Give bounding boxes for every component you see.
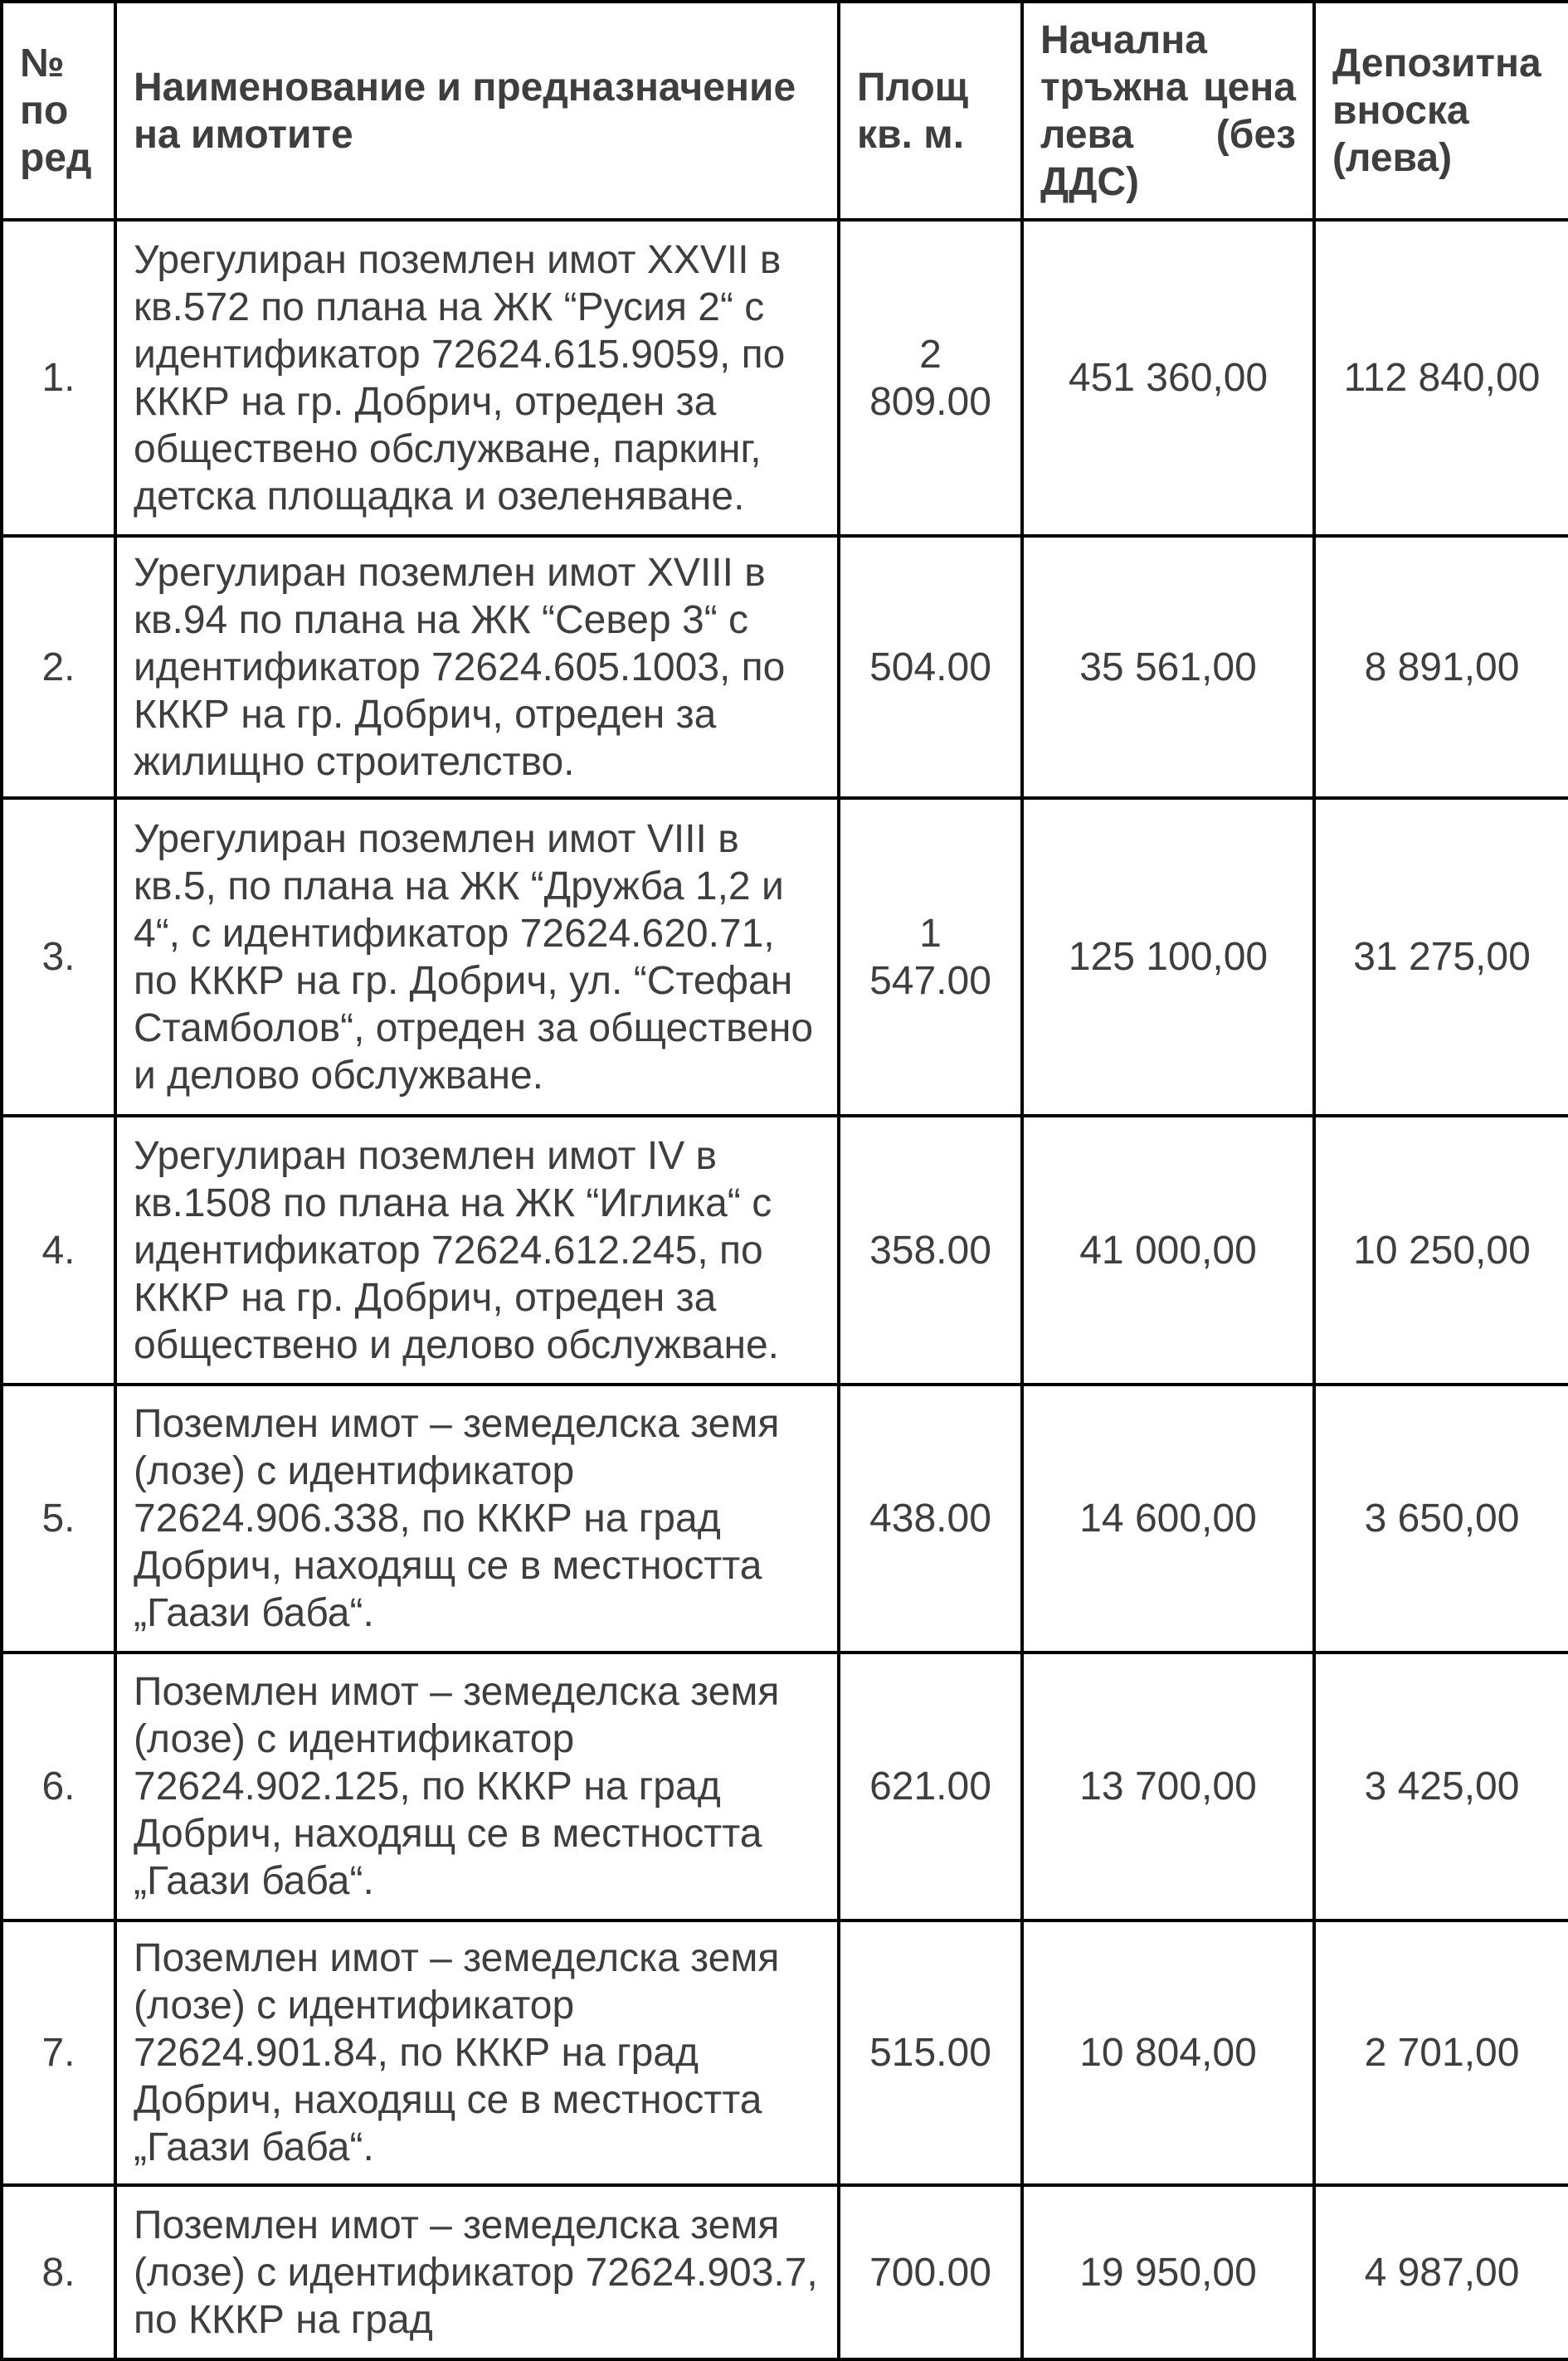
cell-description: Урегулиран поземлен имот VIII в кв.5, по плана на ЖК “Дружба 1,2 и 4“, с идентификатор 72624.620.71, по КККР на гр. Добрич, ул. “Стефан Стамболов“, отреден за обществено и делово обслужване. [115, 798, 839, 1116]
cell-area: 504.00 [839, 536, 1022, 798]
cell-row-number: 1. [2, 220, 115, 536]
table-row [2, 1116, 1568, 1385]
cell-row-number: 2. [2, 536, 115, 798]
cell-deposit: 4 987,00 [1314, 2185, 1568, 2359]
cell-description: Поземлен имот – земеделска земя (лозе) с идентификатор 72624.903.7, по КККР на град [115, 2185, 839, 2359]
table-row [2, 220, 1568, 536]
cell-deposit: 10 250,00 [1314, 1116, 1568, 1385]
header-cell-start-price: Начална тръжна цена лева (без ДДС) [1022, 2, 1314, 220]
cell-deposit: 3 650,00 [1314, 1385, 1568, 1653]
cell-start-price: 41 000,00 [1022, 1116, 1314, 1385]
cell-description: Поземлен имот – земеделска земя (лозе) с идентификатор 72624.901.84, по КККР на град Добрич, находящ се в местността „Гаази баба“. [115, 1920, 839, 2185]
cell-start-price: 13 700,00 [1022, 1653, 1314, 1920]
cell-row-number: 5. [2, 1385, 115, 1653]
cell-description: Урегулиран поземлен имот XVIII в кв.94 по плана на ЖК “Север 3“ с идентификатор 72624.605.1003, по КККР на гр. Добрич, отреден за жилищно строителство. [115, 536, 839, 798]
cell-area: 621.00 [839, 1653, 1022, 1920]
header-cell-deposit: Депозитна вноска (лева) [1314, 2, 1568, 220]
cell-row-number: 3. [2, 798, 115, 1116]
cell-start-price: 451 360,00 [1022, 220, 1314, 536]
cell-deposit: 112 840,00 [1314, 220, 1568, 536]
cell-description: Урегулиран поземлен имот IV в кв.1508 по плана на ЖК “Иглика“ с идентификатор 72624.612.245, по КККР на гр. Добрич, отреден за обществено и делово обслужване. [115, 1116, 839, 1385]
cell-deposit: 2 701,00 [1314, 1920, 1568, 2185]
header-row [2, 2, 1568, 220]
cell-start-price: 19 950,00 [1022, 2185, 1314, 2359]
cell-area: 358.00 [839, 1116, 1022, 1385]
cell-start-price: 14 600,00 [1022, 1385, 1314, 1653]
cell-start-price: 35 561,00 [1022, 536, 1314, 798]
cell-deposit: 3 425,00 [1314, 1653, 1568, 1920]
table-row [2, 1653, 1568, 1920]
cell-row-number: 7. [2, 1920, 115, 2185]
cell-deposit: 8 891,00 [1314, 536, 1568, 798]
table-row [2, 536, 1568, 798]
table-row [2, 1920, 1568, 2185]
cell-description: Урегулиран поземлен имот XXVII в кв.572 по плана на ЖК “Русия 2“ с идентификатор 72624.615.9059, по КККР на гр. Добрич, отреден за обществено обслужване, паркинг, детска площадка и озеленяване. [115, 220, 839, 536]
header-cell-name-purpose: Наименование и предназначение на имотите [115, 2, 839, 220]
cell-row-number: 6. [2, 1653, 115, 1920]
table-row [2, 2185, 1568, 2359]
header-cell-row-number: № по ред [2, 2, 115, 220]
header-cell-area: Площ кв. м. [839, 2, 1022, 220]
table-row [2, 1385, 1568, 1653]
cell-area: 700.00 [839, 2185, 1022, 2359]
cell-start-price: 10 804,00 [1022, 1920, 1314, 2185]
cell-deposit: 31 275,00 [1314, 798, 1568, 1116]
cell-area: 438.00 [839, 1385, 1022, 1653]
cell-row-number: 8. [2, 2185, 115, 2359]
cell-start-price: 125 100,00 [1022, 798, 1314, 1116]
cell-description: Поземлен имот – земеделска земя (лозе) с идентификатор 72624.902.125, по КККР на град Добрич, находящ се в местността „Гаази баба“. [115, 1653, 839, 1920]
cell-description: Поземлен имот – земеделска земя (лозе) с идентификатор 72624.906.338, по КККР на град Добрич, находящ се в местността „Гаази баба“. [115, 1385, 839, 1653]
cell-area: 515.00 [839, 1920, 1022, 2185]
cell-area: 1 547.00 [839, 798, 1022, 1116]
cell-area: 2 809.00 [839, 220, 1022, 536]
cell-row-number: 4. [2, 1116, 115, 1385]
table-row [2, 798, 1568, 1116]
